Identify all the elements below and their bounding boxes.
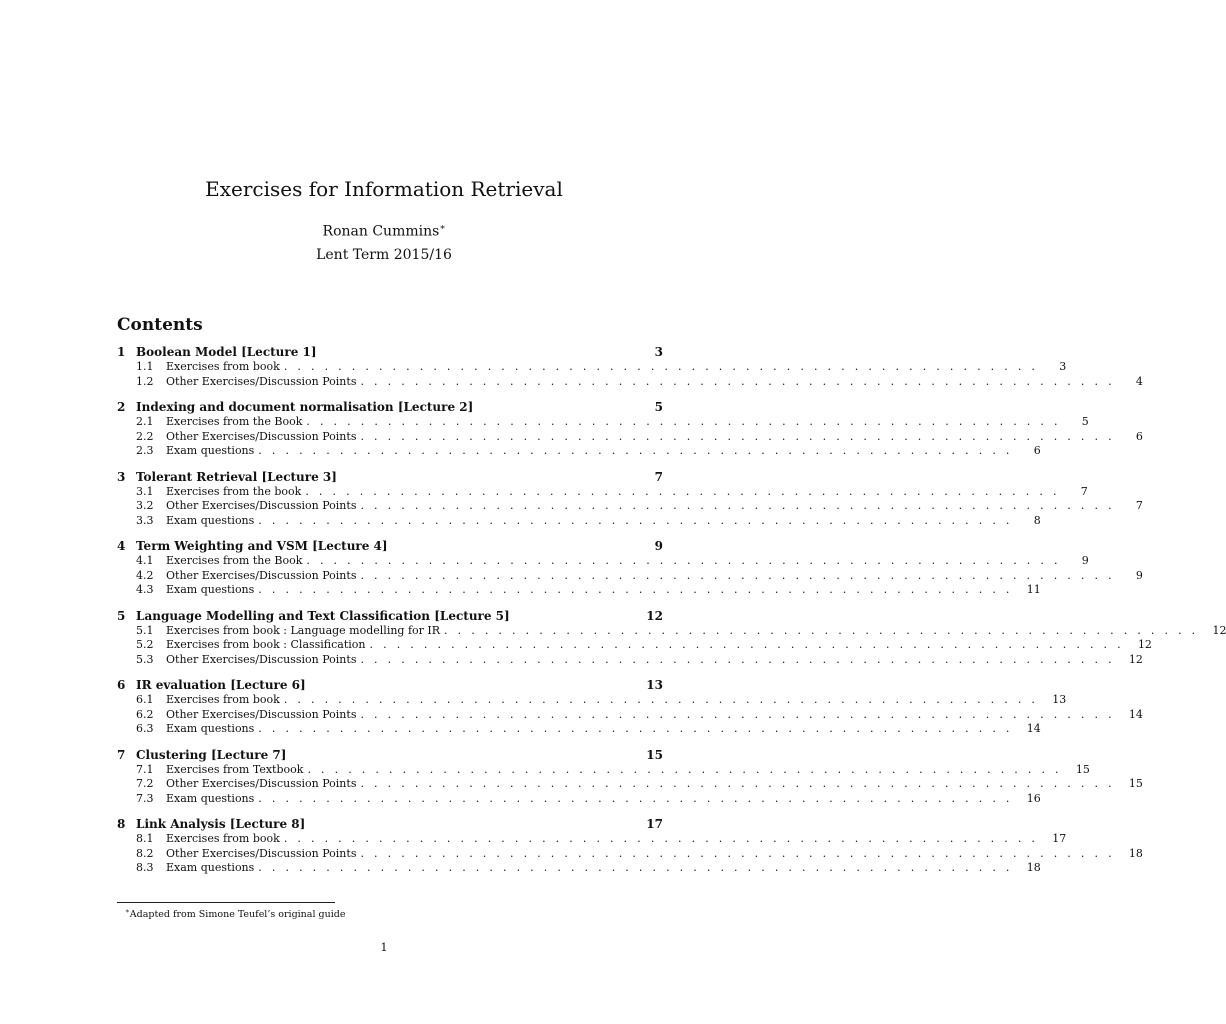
footnote-rule bbox=[117, 902, 335, 903]
toc-section-title: Indexing and document normalisation [Lecture 2] bbox=[136, 400, 474, 414]
toc-subsection-number: 5.1 bbox=[136, 623, 154, 637]
toc-subsection-title: Exam questions bbox=[166, 513, 255, 527]
toc-section-title: Term Weighting and VSM [Lecture 4] bbox=[136, 539, 388, 553]
toc-subsection-title: Exercises from the book bbox=[166, 484, 302, 498]
toc-subsection-page: 11 bbox=[1026, 583, 1041, 596]
toc-section-title: Language Modelling and Text Classification [Lecture 5] bbox=[136, 608, 510, 623]
toc-section bbox=[117, 608, 1226, 668]
toc-dot-leader: . . . . . . . . . . . . . . . . . . . . . . . . . . . . . . . . . . . . . . . . . . . . . . . . . . . . . . . . bbox=[360, 846, 1115, 860]
toc-subsection-page: 7 bbox=[1080, 484, 1088, 498]
toc-section-title: Clustering [Lecture 7] bbox=[136, 747, 287, 762]
toc-section-entry[interactable] bbox=[117, 469, 663, 485]
toc-subsection-entry[interactable] bbox=[117, 554, 1089, 569]
toc-dot-leader: . . . . . . . . . . . . . . . . . . . . . . . . . . . . . . . . . . . . . . . . . . . . . . . . . . . . . . . . bbox=[258, 861, 1013, 874]
toc-section-entry[interactable] bbox=[117, 816, 663, 832]
toc-subsection-page: 17 bbox=[1052, 832, 1067, 845]
toc-subsection-entry[interactable] bbox=[117, 484, 1088, 500]
toc-subsection-title: Exercises from the Book bbox=[166, 554, 303, 567]
toc-section-entry[interactable] bbox=[117, 344, 663, 360]
toc-section bbox=[117, 399, 1143, 459]
toc-subsection-number: 3.3 bbox=[136, 513, 154, 527]
toc-subsection-entry[interactable] bbox=[117, 693, 1067, 708]
toc-subsection-title: Exam questions bbox=[166, 583, 255, 596]
toc-subsection-entry[interactable] bbox=[117, 861, 1041, 876]
toc-section-page: 9 bbox=[654, 539, 663, 553]
toc-subsection-number: 7.1 bbox=[136, 762, 154, 776]
toc-subsection-page: 9 bbox=[1135, 568, 1143, 582]
toc-section-number: 5 bbox=[117, 608, 126, 623]
toc-section-page: 5 bbox=[654, 400, 663, 414]
toc-subsection-number: 7.2 bbox=[136, 777, 154, 790]
toc-subsection-page: 15 bbox=[1075, 762, 1090, 776]
toc-subsection-entry[interactable] bbox=[117, 791, 1041, 807]
toc-dot-leader: . . . . . . . . . . . . . . . . . . . . . . . . . . . . . . . . . . . . . . . . . . . . . . . . . . . . . . . . bbox=[444, 623, 1199, 637]
document-title: Exercises for Information Retrieval bbox=[205, 177, 563, 201]
toc-dot-leader: . . . . . . . . . . . . . . . . . . . . . . . . . . . . . . . . . . . . . . . . . . . . . . . . . . . . . . . . bbox=[360, 707, 1115, 721]
toc-subsection-entry[interactable] bbox=[117, 652, 1143, 668]
toc-subsection-page: 12 bbox=[1128, 652, 1143, 666]
toc-subsection-number: 6.3 bbox=[136, 722, 154, 735]
toc-subsection-title: Other Exercises/Discussion Points bbox=[166, 374, 357, 388]
toc-subsection-page: 18 bbox=[1026, 861, 1041, 874]
toc-subsection-title: Other Exercises/Discussion Points bbox=[166, 499, 357, 512]
toc-section-entry[interactable] bbox=[117, 538, 663, 554]
toc-dot-leader: . . . . . . . . . . . . . . . . . . . . . . . . . . . . . . . . . . . . . . . . . . . . . . . . . . . . . . . . bbox=[258, 583, 1013, 596]
toc-subsection-number: 8.1 bbox=[136, 832, 154, 845]
toc-subsection-page: 18 bbox=[1128, 846, 1143, 860]
author-footnote-mark: ∗ bbox=[439, 223, 446, 233]
toc-subsection-title: Other Exercises/Discussion Points bbox=[166, 568, 357, 582]
toc-section-number: 2 bbox=[117, 400, 126, 414]
toc-section-entry[interactable] bbox=[117, 677, 663, 693]
toc-dot-leader: . . . . . . . . . . . . . . . . . . . . . . . . . . . . . . . . . . . . . . . . . . . . . . . . . . . . . . . . bbox=[258, 444, 1013, 457]
toc-subsection-entry[interactable] bbox=[117, 623, 1226, 639]
toc-section-number: 1 bbox=[117, 345, 126, 359]
toc-dot-leader: . . . . . . . . . . . . . . . . . . . . . . . . . . . . . . . . . . . . . . . . . . . . . . . . . . . . . . . . bbox=[360, 777, 1115, 790]
toc-subsection-title: Exam questions bbox=[166, 861, 255, 874]
toc-subsection-entry[interactable] bbox=[117, 638, 1152, 653]
toc-section bbox=[117, 816, 1143, 876]
toc-subsection-number: 8.2 bbox=[136, 846, 154, 860]
toc-subsection-entry[interactable] bbox=[117, 707, 1143, 723]
toc-dot-leader: . . . . . . . . . . . . . . . . . . . . . . . . . . . . . . . . . . . . . . . . . . . . . . . . . . . . . . . . bbox=[306, 554, 1061, 567]
toc-subsection-title: Other Exercises/Discussion Points bbox=[166, 429, 357, 443]
toc-subsection-entry[interactable] bbox=[117, 568, 1143, 584]
toc-section-page: 17 bbox=[646, 817, 663, 831]
toc-subsection-title: Exercises from book bbox=[166, 360, 280, 373]
toc-subsection-number: 2.2 bbox=[136, 429, 154, 443]
toc-dot-leader: . . . . . . . . . . . . . . . . . . . . . . . . . . . . . . . . . . . . . . . . . . . . . . . . . . . . . . . . bbox=[360, 652, 1115, 666]
term-line: Lent Term 2015/16 bbox=[316, 247, 452, 263]
toc-subsection-entry[interactable] bbox=[117, 762, 1090, 778]
toc-section-title: IR evaluation [Lecture 6] bbox=[136, 678, 306, 692]
toc-dot-leader: . . . . . . . . . . . . . . . . . . . . . . . . . . . . . . . . . . . . . . . . . . . . . . . . . . . . . . . . bbox=[360, 429, 1115, 443]
toc-section-page: 3 bbox=[654, 345, 663, 359]
toc-subsection-page: 6 bbox=[1033, 444, 1041, 457]
footnote bbox=[125, 905, 345, 921]
toc-section bbox=[117, 747, 1143, 807]
toc-dot-leader: . . . . . . . . . . . . . . . . . . . . . . . . . . . . . . . . . . . . . . . . . . . . . . . . . . . . . . . . bbox=[258, 722, 1013, 735]
toc-subsection-entry[interactable] bbox=[117, 374, 1143, 390]
toc-section-entry[interactable] bbox=[117, 747, 663, 763]
toc-subsection-title: Exam questions bbox=[166, 722, 255, 735]
toc-section-number: 7 bbox=[117, 747, 126, 762]
toc-subsection-page: 8 bbox=[1033, 513, 1041, 527]
page-number: 1 bbox=[380, 941, 388, 954]
contents-heading: Contents bbox=[117, 315, 203, 335]
toc-subsection-title: Other Exercises/Discussion Points bbox=[166, 652, 357, 666]
toc-subsection-title: Exercises from Textbook bbox=[166, 762, 304, 776]
toc-dot-leader: . . . . . . . . . . . . . . . . . . . . . . . . . . . . . . . . . . . . . . . . . . . . . . . . . . . . . . . . bbox=[360, 568, 1115, 582]
toc-section-number: 6 bbox=[117, 678, 126, 692]
toc-subsection-number: 5.2 bbox=[136, 638, 154, 651]
toc-dot-leader: . . . . . . . . . . . . . . . . . . . . . . . . . . . . . . . . . . . . . . . . . . . . . . . . . . . . . . . . bbox=[258, 513, 1013, 527]
toc-subsection-entry[interactable] bbox=[117, 832, 1067, 847]
toc-subsection-number: 8.3 bbox=[136, 861, 154, 874]
toc-section bbox=[117, 469, 1143, 529]
toc-subsection-page: 5 bbox=[1081, 415, 1089, 428]
toc-subsection-page: 15 bbox=[1128, 777, 1143, 790]
toc-section bbox=[117, 538, 1143, 598]
toc-section-entry[interactable] bbox=[117, 608, 663, 624]
toc-subsection-number: 2.1 bbox=[136, 415, 154, 428]
toc-subsection-number: 6.2 bbox=[136, 707, 154, 721]
toc-section-entry[interactable] bbox=[117, 399, 663, 415]
toc-section-number: 8 bbox=[117, 817, 126, 831]
toc-section-page: 7 bbox=[654, 469, 663, 484]
toc-subsection-number: 1.2 bbox=[136, 374, 154, 388]
toc-subsection-number: 1.1 bbox=[136, 360, 154, 373]
author-line bbox=[0, 219, 768, 241]
toc-subsection-title: Other Exercises/Discussion Points bbox=[166, 707, 357, 721]
toc-subsection-number: 6.1 bbox=[136, 693, 154, 706]
toc-subsection-number: 3.1 bbox=[136, 484, 154, 498]
toc-dot-leader: . . . . . . . . . . . . . . . . . . . . . . . . . . . . . . . . . . . . . . . . . . . . . . . . . . . . . . . . bbox=[283, 693, 1039, 706]
toc-subsection-title: Exercises from the Book bbox=[166, 415, 303, 428]
toc-section-title: Boolean Model [Lecture 1] bbox=[136, 345, 317, 359]
toc-subsection-title: Exam questions bbox=[166, 444, 255, 457]
toc-section-number: 4 bbox=[117, 539, 126, 553]
toc-subsection-page: 16 bbox=[1026, 791, 1041, 805]
toc-subsection-number: 4.1 bbox=[136, 554, 154, 567]
toc-subsection-page: 6 bbox=[1135, 429, 1143, 443]
toc-subsection-number: 4.3 bbox=[136, 583, 154, 596]
toc-dot-leader: . . . . . . . . . . . . . . . . . . . . . . . . . . . . . . . . . . . . . . . . . . . . . . . . . . . . . . . . bbox=[258, 791, 1013, 805]
toc-subsection-page: 13 bbox=[1052, 693, 1067, 706]
toc-subsection-page: 7 bbox=[1135, 499, 1143, 512]
toc-section-number: 3 bbox=[117, 469, 126, 484]
table-of-contents bbox=[117, 344, 1226, 886]
toc-subsection-title: Other Exercises/Discussion Points bbox=[166, 846, 357, 860]
toc-subsection-page: 4 bbox=[1135, 374, 1143, 388]
toc-subsection-page: 14 bbox=[1026, 722, 1041, 735]
toc-subsection-page: 14 bbox=[1128, 707, 1143, 721]
toc-subsection-number: 4.2 bbox=[136, 568, 154, 582]
toc-section-title: Tolerant Retrieval [Lecture 3] bbox=[136, 469, 337, 484]
toc-subsection-number: 2.3 bbox=[136, 444, 154, 457]
toc-subsection-number: 5.3 bbox=[136, 652, 154, 666]
toc-subsection-entry[interactable] bbox=[117, 846, 1143, 862]
toc-subsection-title: Exercises from book : Classification bbox=[166, 638, 366, 651]
toc-section-title: Link Analysis [Lecture 8] bbox=[136, 817, 306, 831]
toc-subsection-page: 9 bbox=[1081, 554, 1089, 567]
toc-section bbox=[117, 677, 1143, 737]
footnote-text: Adapted from Simone Teufel’s original guide bbox=[129, 909, 346, 921]
toc-section bbox=[117, 344, 1143, 389]
toc-subsection-title: Exercises from book : Language modelling for IR bbox=[166, 623, 441, 637]
toc-subsection-title: Other Exercises/Discussion Points bbox=[166, 777, 357, 790]
toc-dot-leader: . . . . . . . . . . . . . . . . . . . . . . . . . . . . . . . . . . . . . . . . . . . . . . . . . . . . . . . . bbox=[307, 762, 1062, 776]
toc-subsection-number: 7.3 bbox=[136, 791, 154, 805]
footnote-mark: ∗ bbox=[125, 907, 130, 915]
toc-subsection-entry[interactable] bbox=[117, 415, 1089, 430]
toc-dot-leader: . . . . . . . . . . . . . . . . . . . . . . . . . . . . . . . . . . . . . . . . . . . . . . . . . . . . . . . . bbox=[283, 360, 1039, 373]
toc-subsection-entry[interactable] bbox=[117, 499, 1143, 514]
toc-dot-leader: . . . . . . . . . . . . . . . . . . . . . . . . . . . . . . . . . . . . . . . . . . . . . . . . . . . . . . . . bbox=[369, 638, 1124, 651]
toc-subsection-page: 3 bbox=[1059, 360, 1067, 373]
toc-subsection-entry[interactable] bbox=[117, 583, 1041, 598]
toc-section-page: 13 bbox=[646, 678, 663, 692]
toc-section-page: 12 bbox=[646, 608, 663, 623]
toc-section-page: 15 bbox=[646, 747, 663, 762]
toc-subsection-page: 12 bbox=[1137, 638, 1152, 651]
toc-subsection-entry[interactable] bbox=[117, 360, 1067, 375]
toc-dot-leader: . . . . . . . . . . . . . . . . . . . . . . . . . . . . . . . . . . . . . . . . . . . . . . . . . . . . . . . . bbox=[305, 484, 1060, 498]
toc-subsection-entry[interactable] bbox=[117, 777, 1143, 792]
toc-subsection-page: 12 bbox=[1212, 623, 1226, 637]
toc-subsection-number: 3.2 bbox=[136, 499, 154, 512]
toc-dot-leader: . . . . . . . . . . . . . . . . . . . . . . . . . . . . . . . . . . . . . . . . . . . . . . . . . . . . . . . . bbox=[306, 415, 1061, 428]
toc-dot-leader: . . . . . . . . . . . . . . . . . . . . . . . . . . . . . . . . . . . . . . . . . . . . . . . . . . . . . . . . bbox=[360, 374, 1115, 388]
author-name: Ronan Cummins bbox=[322, 223, 440, 240]
toc-subsection-title: Exercises from book bbox=[166, 832, 280, 845]
toc-subsection-entry[interactable] bbox=[117, 513, 1041, 529]
toc-subsection-entry[interactable] bbox=[117, 722, 1041, 737]
toc-subsection-entry[interactable] bbox=[117, 429, 1143, 445]
toc-subsection-title: Exam questions bbox=[166, 791, 255, 805]
toc-dot-leader: . . . . . . . . . . . . . . . . . . . . . . . . . . . . . . . . . . . . . . . . . . . . . . . . . . . . . . . . bbox=[360, 499, 1115, 512]
toc-dot-leader: . . . . . . . . . . . . . . . . . . . . . . . . . . . . . . . . . . . . . . . . . . . . . . . . . . . . . . . . bbox=[283, 832, 1039, 845]
toc-subsection-title: Exercises from book bbox=[166, 693, 280, 706]
toc-subsection-entry[interactable] bbox=[117, 444, 1041, 459]
